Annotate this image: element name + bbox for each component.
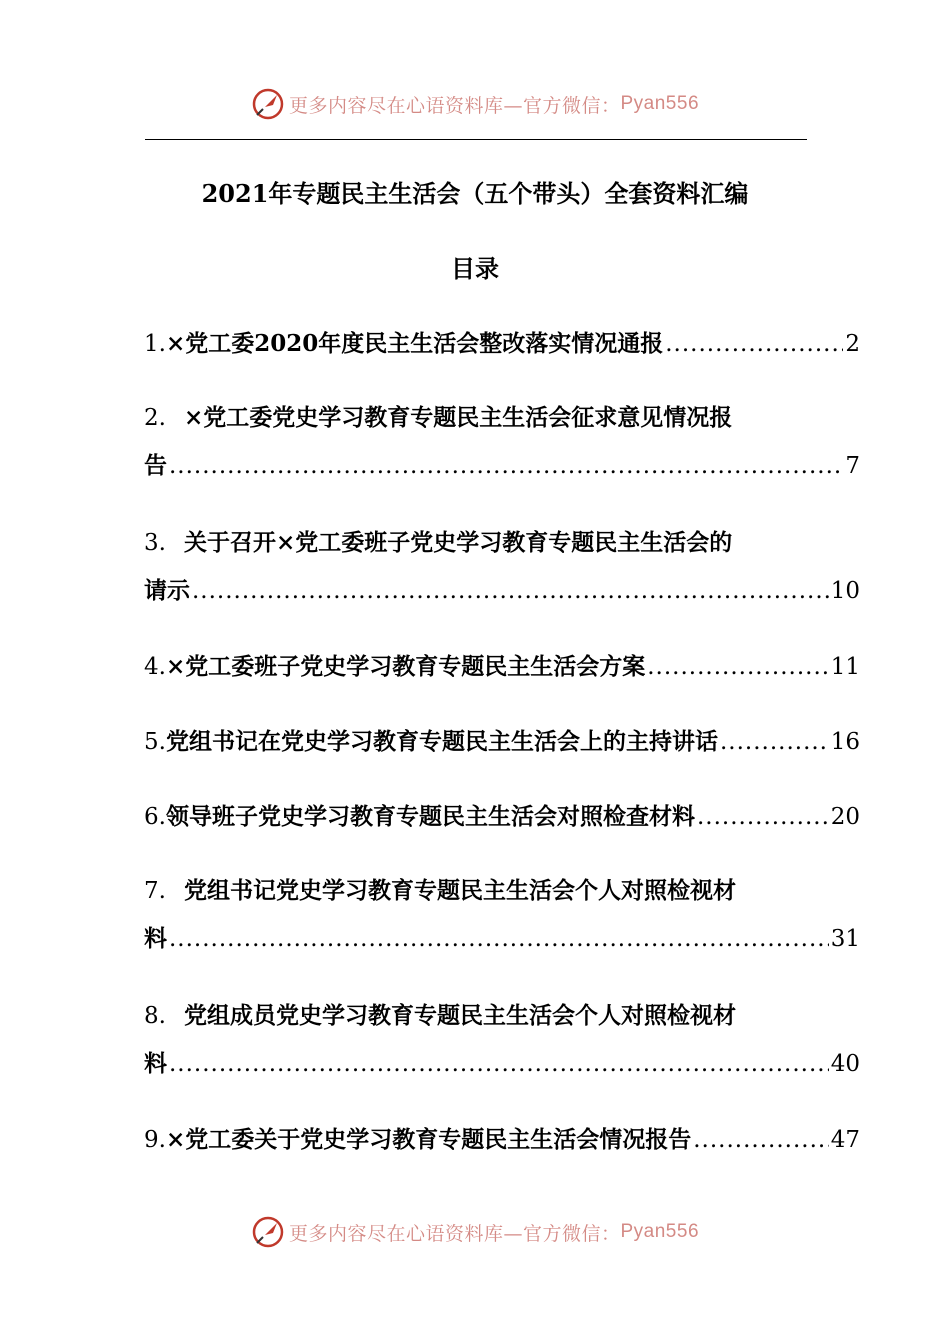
toc-entry-title: 党组书记在党史学习教育专题民主生活会上的主持讲话 (165, 728, 718, 755)
toc-leader-dots (697, 797, 829, 837)
footer-watermark (0, 1212, 950, 1252)
toc-entry[interactable] (144, 398, 860, 486)
toc-entry-title: ×党工委关于党史学习教育专题民主生活会情况报告 (165, 1126, 692, 1153)
toc-entry[interactable] (144, 647, 860, 687)
toc-entry-title-continued: 料 (144, 1050, 167, 1077)
toc-entry-title: ×党工委党史学习教育专题民主生活会征求意见情况报 (184, 404, 733, 431)
toc-leader-dots (169, 446, 843, 486)
toc-leader-dots (720, 722, 829, 762)
toc-entry-title: 关于召开×党工委班子党史学习教育专题民主生活会的 (184, 529, 733, 556)
toc-entry-page: 31 (830, 926, 860, 952)
toc-entry-title: 党组成员党史学习教育专题民主生活会个人对照检视材 (184, 1002, 736, 1029)
toc-entry-page: 16 (830, 729, 860, 755)
watermark-wechat-id: Pyan556 (620, 1221, 700, 1242)
toc-entry-number: 6. (144, 804, 166, 830)
toc-entry-page: 20 (830, 804, 860, 830)
toc-entry-page: 40 (830, 1051, 860, 1077)
toc-leader-dots (693, 1120, 828, 1160)
toc-entry-number: 5. (144, 729, 166, 755)
toc-entry[interactable] (144, 1120, 860, 1160)
toc-entry-title: 党组书记党史学习教育专题民主生活会个人对照检视材 (184, 877, 736, 904)
toc-heading: 目录 (451, 254, 499, 283)
toc-entry-number: 1. (144, 331, 166, 357)
toc-entry-page: 2 (845, 331, 860, 357)
toc-entry-title: ×党工委班子党史学习教育专题民主生活会方案 (165, 653, 646, 680)
toc-entry[interactable] (144, 722, 860, 762)
toc-entry-number: 7. (144, 878, 166, 904)
toc-entry[interactable] (144, 797, 860, 837)
toc-entry-number: 8. (144, 1003, 166, 1029)
quill-logo-icon (251, 1215, 285, 1249)
toc-entry-number: 2. (144, 405, 166, 431)
toc-entry-page: 10 (830, 578, 860, 604)
watermark-brand: 更多内容尽在心语资料库—官方微信： (288, 94, 621, 117)
toc-entry-title-continued: 告 (144, 452, 167, 479)
toc-leader-dots (169, 1044, 829, 1084)
toc-leader-dots (169, 919, 829, 959)
toc-entry-page: 47 (830, 1127, 860, 1153)
toc-entry-number: 9. (144, 1127, 166, 1153)
toc-leader-dots (647, 647, 828, 687)
header-rule (145, 139, 807, 140)
quill-logo-icon (251, 87, 285, 121)
toc-entry-title: 领导班子党史学习教育专题民主生活会对照检查材料 (165, 803, 695, 830)
toc-entry[interactable] (144, 324, 860, 364)
toc-leader-dots (665, 324, 843, 364)
toc-entry[interactable] (144, 996, 860, 1084)
document-title: 2021年专题民主生活会（五个带头）全套资料汇编 (201, 179, 749, 208)
toc-entry-page: 11 (830, 654, 860, 680)
toc-entry-title-continued: 请示 (144, 577, 190, 604)
toc-entry-title-continued: 料 (144, 925, 167, 952)
toc-entry-title: ×党工委2020年度民主生活会整改落实情况通报 (165, 330, 664, 357)
watermark-wechat-id: Pyan556 (620, 93, 700, 114)
toc-entry-page: 7 (845, 453, 860, 479)
watermark-brand: 更多内容尽在心语资料库—官方微信： (288, 1222, 621, 1245)
toc-entry[interactable] (144, 523, 860, 611)
toc-entry-number: 3. (144, 530, 166, 556)
toc-leader-dots (192, 571, 829, 611)
toc-entry[interactable] (144, 871, 860, 959)
header-watermark (0, 84, 950, 124)
toc-entry-number: 4. (144, 654, 166, 680)
